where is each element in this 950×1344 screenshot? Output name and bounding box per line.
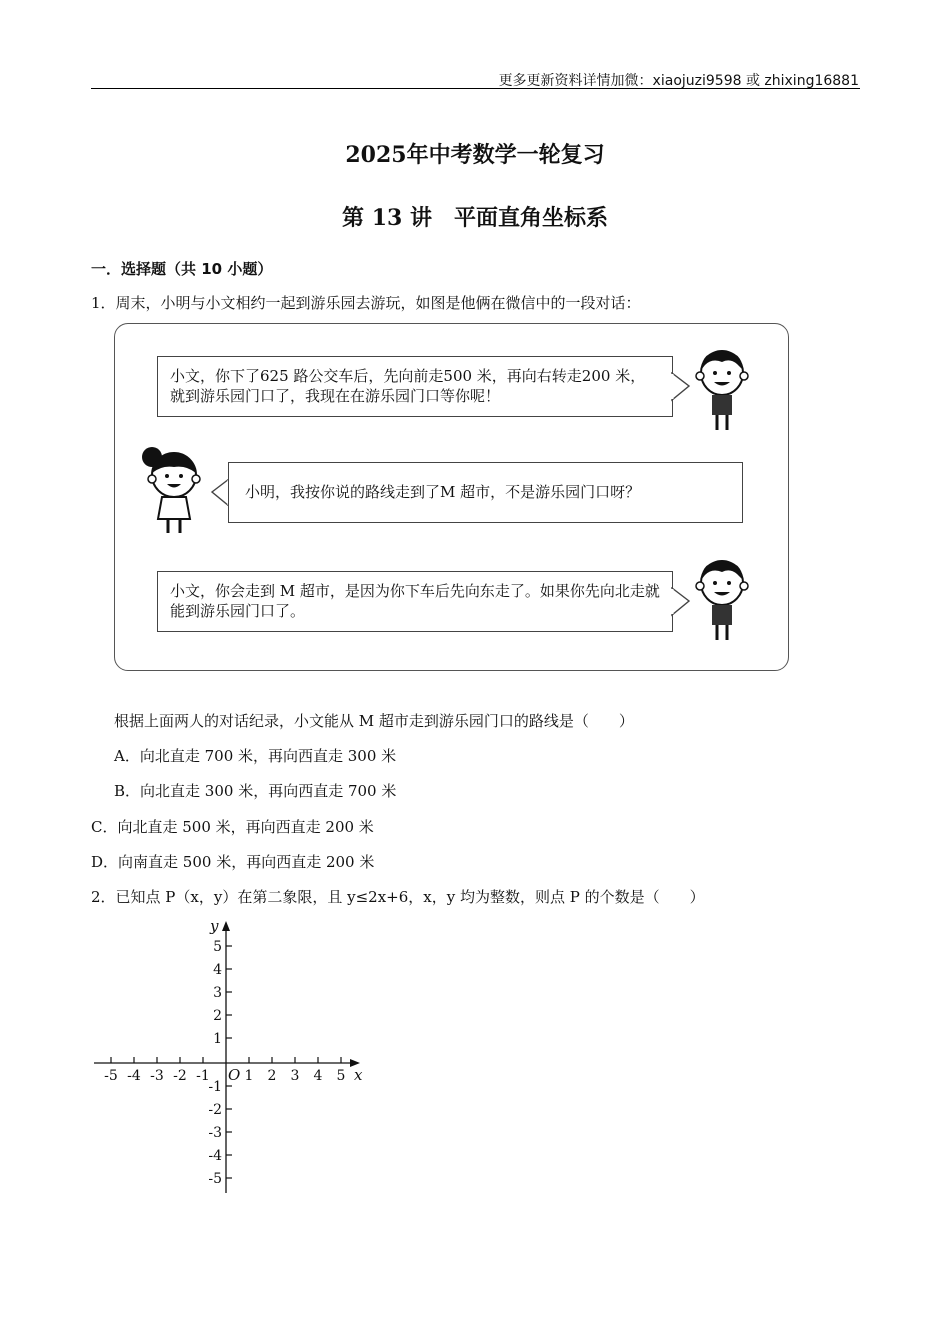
y-tick-label: -4 xyxy=(208,1148,222,1164)
y-tick-label: 4 xyxy=(213,962,222,978)
y-tick-label: 3 xyxy=(213,985,222,1001)
x-tick-label: 5 xyxy=(336,1068,346,1084)
q1-option-b: B．向北直走 300 米，再向西直走 700 米 xyxy=(114,782,397,800)
y-tick-label: 5 xyxy=(213,939,222,955)
x-tick-label: -1 xyxy=(196,1068,210,1084)
y-tick-label: 2 xyxy=(213,1008,222,1024)
y-tick-label: -2 xyxy=(208,1102,222,1118)
x-axis-label: x xyxy=(354,1066,363,1084)
y-tick-label: -1 xyxy=(208,1079,222,1095)
y-axis-label: y xyxy=(210,917,219,935)
chat-bubble-1: 小文，你下了625 路公交车后，先向前走500 米，再向右转走200 米，就到游乐园门口了，我现在在游乐园门口等你呢！ xyxy=(157,356,673,417)
y-tick-label: -3 xyxy=(208,1125,222,1141)
y-axis-arrow-icon xyxy=(222,921,230,931)
q1-question: 根据上面两人的对话纪录，小文能从 M 超市走到游乐园门口的路线是（ ） xyxy=(114,712,634,730)
x-tick-label: 2 xyxy=(267,1068,277,1084)
q2-stem: 2．已知点 P（x，y）在第二象限，且 y≤2x+6，x，y 均为整数，则点 P 的个数是（ ） xyxy=(91,888,705,906)
x-tick-label: -2 xyxy=(173,1068,187,1084)
boy-avatar-icon xyxy=(690,348,754,434)
q1-stem: 1．周末，小明与小文相约一起到游乐园去游玩，如图是他俩在微信中的一段对话： xyxy=(91,294,641,312)
y-tick-label: 1 xyxy=(213,1031,222,1047)
x-tick-label: 4 xyxy=(313,1068,323,1084)
y-tick-label: -5 xyxy=(208,1171,222,1187)
x-tick-label: -5 xyxy=(104,1068,118,1084)
page-header: 更多更新资料详情加微：xiaojuzi9598 或 zhixing16881 xyxy=(498,73,859,89)
boy-avatar-icon xyxy=(690,558,754,644)
q1-option-c: C．向北直走 500 米，再向西直走 200 米 xyxy=(91,818,374,836)
x-tick-label: -4 xyxy=(127,1068,141,1084)
bubble-3-tail xyxy=(671,587,691,617)
bubble-1-tail xyxy=(671,372,691,402)
chat-bubble-3: 小文，你会走到 M 超市，是因为你下车后先向东走了。如果你先向北走就能到游乐园门口了。 xyxy=(157,571,673,632)
q1-option-a: A．向北直走 700 米，再向西直走 300 米 xyxy=(114,747,397,765)
bubble-2-tail xyxy=(210,478,230,508)
header-rule xyxy=(91,88,860,89)
lecture-title: 第 13 讲 平面直角坐标系 xyxy=(342,205,608,231)
section-heading: 一．选择题（共 10 小题） xyxy=(91,260,273,278)
x-tick-label: 3 xyxy=(290,1068,300,1084)
girl-avatar-icon xyxy=(136,443,208,535)
q1-option-d: D．向南直走 500 米，再向西直走 200 米 xyxy=(91,853,375,871)
x-tick-label: -3 xyxy=(150,1068,164,1084)
coordinate-axes xyxy=(90,915,380,1200)
chat-bubble-2: 小明，我按你说的路线走到了M 超市，不是游乐园门口呀？ xyxy=(228,462,743,523)
doc-title: 2025年中考数学一轮复习 xyxy=(345,142,605,168)
origin-label: O xyxy=(228,1066,241,1084)
x-tick-label: 1 xyxy=(244,1068,254,1084)
